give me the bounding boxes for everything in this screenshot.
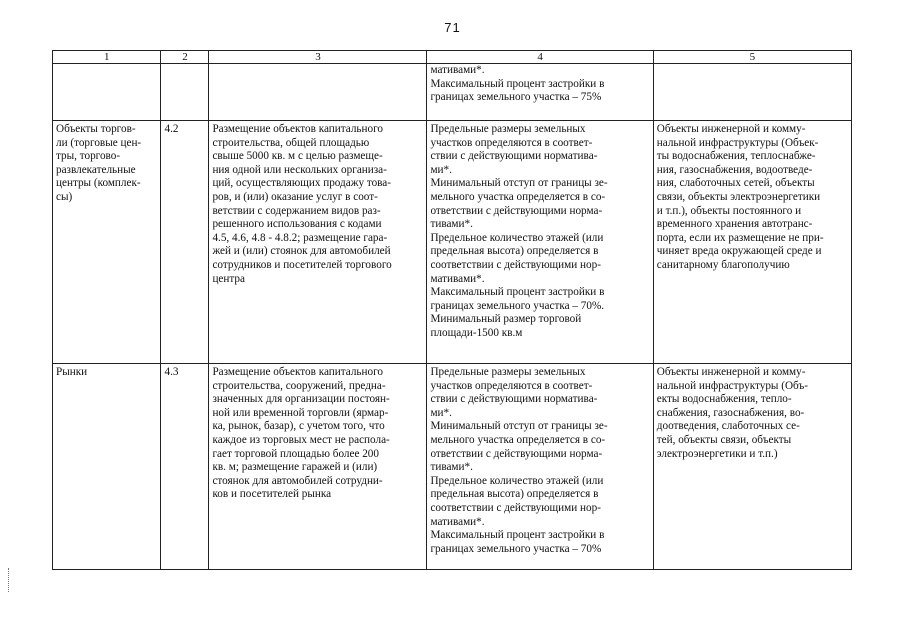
header-col-5: 5 <box>653 51 851 64</box>
header-col-4: 4 <box>427 51 653 64</box>
cont-col-4: мативами*. Максимальный процент застройки в границах земельного участка – 75% <box>427 64 653 121</box>
auxiliary-uses-cell: Объекты инженерной и комму- нальной инфраструктуры (Объек- ты водоснабжения, теплоснабже- ния, газоснабжения, водоотведе- ния, слаботочных сетей, объекты связи, объекты электроэнергетики и т.п.), объекты постоянного и временного хранения автотранс- порта, если их размещение не при- чиняет вреда окружающей среде и санитарному благополучию <box>653 121 851 364</box>
table-row <box>53 364 852 570</box>
cont-col-5 <box>653 64 851 121</box>
description-cell: Размещение объектов капитального строительства, общей площадью свыше 5000 кв. м с целью размеще- ния одной или нескольких организа- ций, осуществляющих продажу това- ров, и (или) оказание услуг в соот- ветствии с содержанием видов раз- решенного использования с кодами 4.5, 4.6, 4.8 - 4.8.2; размещение гара- жей и (или) стоянок для автомобилей сотрудников и посетителей торгового центра <box>209 121 427 364</box>
header-col-3: 3 <box>209 51 427 64</box>
code-cell: 4.3 <box>161 364 209 570</box>
code-cell: 4.2 <box>161 121 209 364</box>
table-row <box>53 121 852 364</box>
page-number: 71 <box>444 20 461 35</box>
parameters-cell: Предельные размеры земельных участков определяются в соответ- ствии с действующими нормативa- ми*. Минимальный отступ от границы зе- мельного участка определяется в со- ответствии с действующими норма- тивами*. Предельное количество этажей (или предельная высота) определяется в соответствии с действующими нор- мативами*. Максимальный процент застройки в границах земельного участка – 70%. Минимальный размер торговой площади-1500 кв.м <box>427 121 653 364</box>
continuation-row <box>53 64 852 121</box>
header-col-2: 2 <box>161 51 209 64</box>
description-cell: Размещение объектов капитального строительства, сооружений, предна- значенных для организации постоян- ной или временной торговли (ярмар- ка, рынок, базар), с учетом того, что каждое из торговых мест не распола- гает торговой площадью более 200 кв. м; размещение гаражей и (или) стоянок для автомобилей сотрудни- ков и посетителей рынка <box>209 364 427 570</box>
header-col-1: 1 <box>53 51 161 64</box>
cont-col-3 <box>209 64 427 121</box>
zoning-table <box>52 50 852 570</box>
table-header-row <box>53 51 852 64</box>
cont-col-2 <box>161 64 209 121</box>
cont-col-1 <box>53 64 161 121</box>
margin-mark <box>8 568 12 592</box>
object-type-cell: Объекты торгов- ли (торговые цен- тры, торгово- развлекательные центры (комплек- сы) <box>53 121 161 364</box>
parameters-cell: Предельные размеры земельных участков определяются в соответ- ствии с действующими нормативa- ми*. Минимальный отступ от границы зе- мельного участка определяется в со- ответствии с действующими норма- тивами*. Предельное количество этажей (или предельная высота) определяется в соответствии с действующими нор- мативами*. Максимальный процент застройки в границах земельного участка – 70% <box>427 364 653 570</box>
auxiliary-uses-cell: Объекты инженерной и комму- нальной инфраструктуры (Объ- екты водоснабжения, тепло- снабжения, газоснабжения, во- доотведения, слаботочных се- тей, объекты связи, объекты электроэнергетики и т.п.) <box>653 364 851 570</box>
object-type-cell: Рынки <box>53 364 161 570</box>
